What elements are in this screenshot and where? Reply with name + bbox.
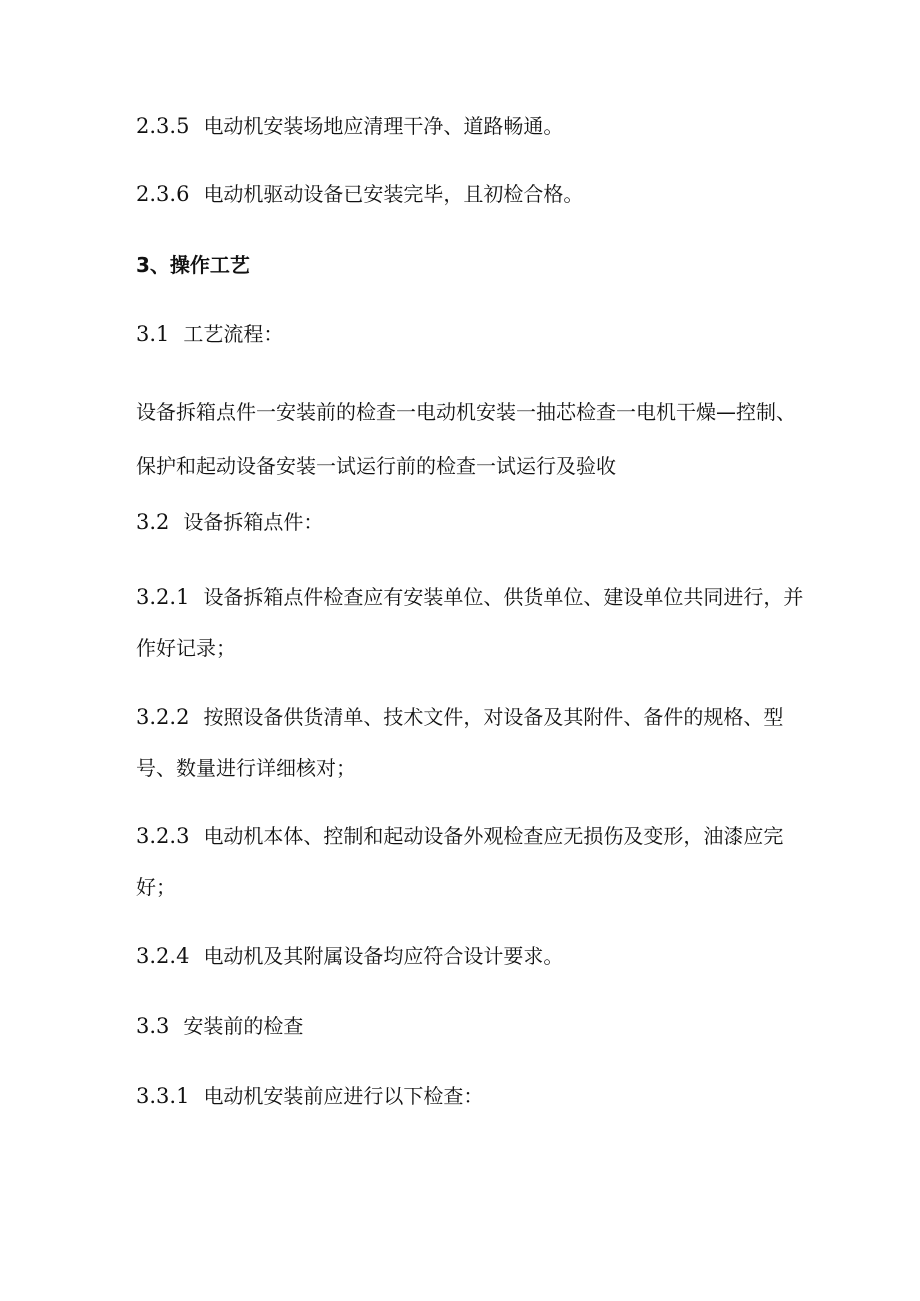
section-heading-3 bbox=[136, 247, 816, 284]
clause-number: 3.1 bbox=[136, 322, 170, 346]
clause-text: 安装前的检查 bbox=[183, 1014, 304, 1038]
paragraph-3-2 bbox=[136, 504, 816, 541]
paragraph-3-3-1 bbox=[136, 1078, 816, 1115]
clause-number: 3.3 bbox=[136, 1014, 170, 1038]
paragraph-2-3-6 bbox=[136, 176, 816, 213]
process-flow-paragraph bbox=[136, 385, 806, 493]
clause-text: 设备拆箱点件检查应有安装单位、供货单位、建设单位共同进行，并作好记录； bbox=[136, 585, 804, 660]
paragraph-3-3 bbox=[136, 1008, 816, 1045]
clause-text: 电动机驱动设备已安装完毕，且初检合格。 bbox=[203, 182, 584, 206]
clause-text: 电动机安装前应进行以下检查： bbox=[203, 1084, 484, 1108]
clause-text: 电动机及其附属设备均应符合设计要求。 bbox=[203, 944, 564, 968]
clause-text: 电动机安装场地应清理干净、道路畅通。 bbox=[203, 114, 564, 138]
clause-text: 按照设备供货清单、技术文件，对设备及其附件、备件的规格、型号、数量进行详细核对； bbox=[136, 705, 784, 780]
paragraph-3-2-1 bbox=[136, 572, 806, 674]
paragraph-2-3-5 bbox=[136, 108, 816, 145]
clause-number: 2.3.6 bbox=[136, 182, 190, 206]
clause-number: 3.2.3 bbox=[136, 824, 190, 848]
clause-number: 2.3.5 bbox=[136, 114, 190, 138]
clause-text: 工艺流程： bbox=[183, 322, 284, 346]
paragraph-3-1 bbox=[136, 316, 816, 353]
paragraph-3-2-3 bbox=[136, 811, 796, 913]
paragraph-3-2-2 bbox=[136, 692, 806, 794]
process-flow-text: 设备拆箱点件一安装前的检查一电动机安装一抽芯检查一电机干燥—控制、保护和起动设备安装一试运行前的检查一试运行及验收 bbox=[136, 400, 796, 478]
clause-number: 3.2.2 bbox=[136, 705, 190, 729]
clause-number: 3.2.1 bbox=[136, 585, 190, 609]
section-heading-text: 3、操作工艺 bbox=[136, 253, 250, 277]
clause-text: 电动机本体、控制和起动设备外观检查应无损伤及变形，油漆应完好； bbox=[136, 824, 784, 899]
clause-number: 3.2 bbox=[136, 510, 170, 534]
paragraph-3-2-4 bbox=[136, 938, 816, 975]
clause-text: 设备拆箱点件： bbox=[183, 510, 324, 534]
clause-number: 3.3.1 bbox=[136, 1084, 190, 1108]
clause-number: 3.2.4 bbox=[136, 944, 190, 968]
